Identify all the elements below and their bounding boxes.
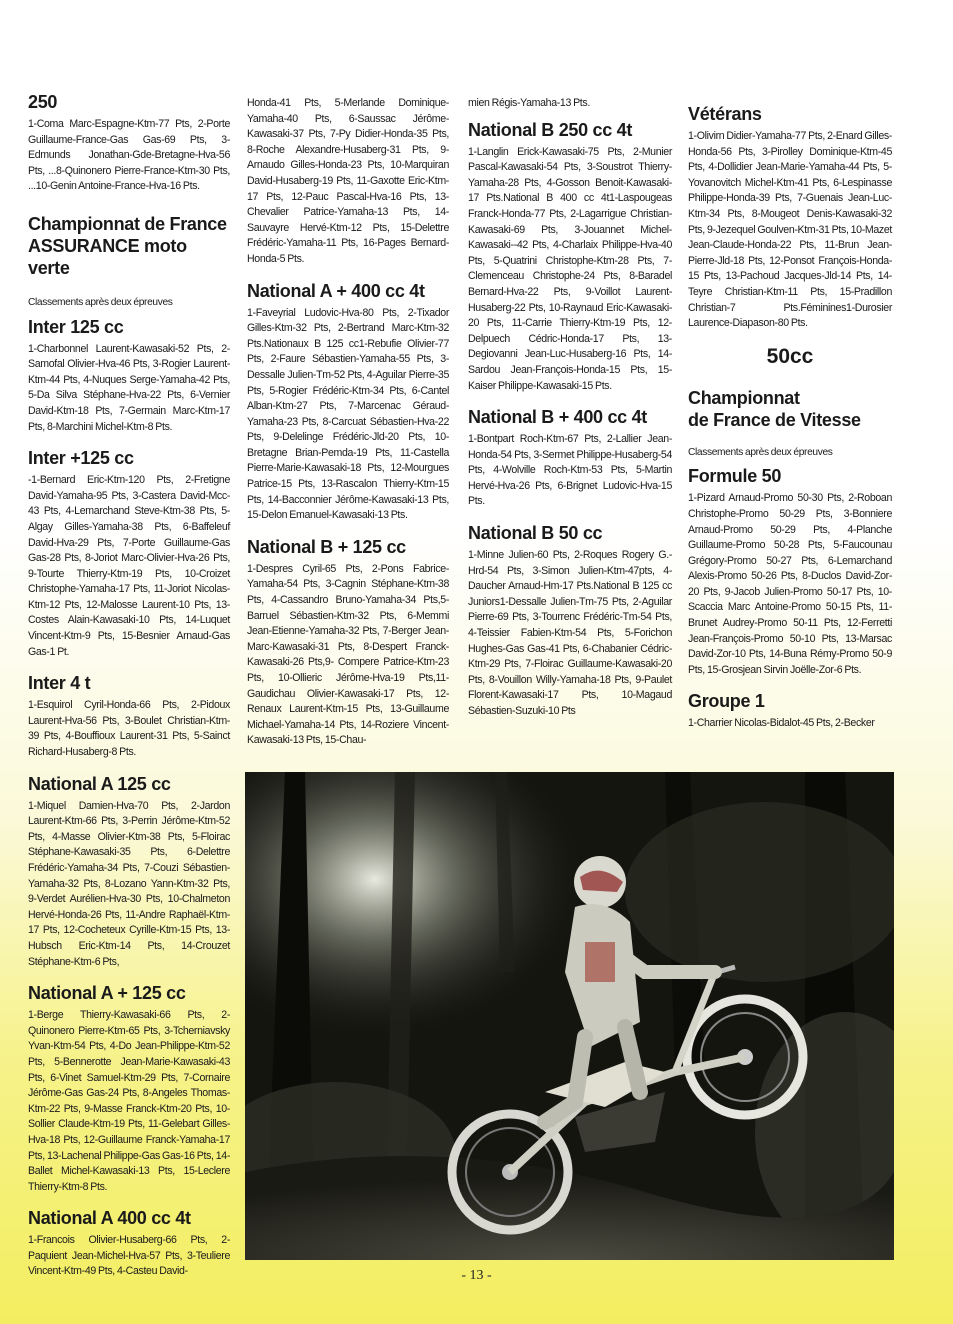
section-title-formule-50: Formule 50 [688, 466, 782, 487]
results-national-b-plus-400: 1-Bontpart Roch-Ktm-67 Pts, 2-Lallier Jean-Honda-54 Pts, 3-Sermet Philippe-Husaberg-54 Pts, 4-Wolville Roch-Ktm-53 Pts, 5-Martin Hervé-Hva-26 Pts, 6-Brignet Ludovic-Hva-15 Pts. [468, 433, 672, 508]
vitesse-note: Classements après deux épreuves [688, 446, 833, 458]
column-4 [688, 104, 892, 745]
column-1 [28, 92, 230, 1293]
vitesse-title-line2: de France de Vitesse [688, 409, 861, 430]
section-title-veterans: Vétérans [688, 104, 762, 124]
results-continued-col2: Honda-41 Pts, 5-Merlande Dominique-Yamaha-40 Pts, 6-Saussac Jérôme-Kawasaki-37 Pts, 7-Py Didier-Honda-35 Pts, 8-Roche Alexandre-Husaberg-31 Pts, 9-Arnaudo Gilles-Honda-23 Pts, 10-Marquiran David-Husaberg-19 Pts, 11-Gaxotte Eric-Ktm-17 Pts, 12-Pauc Pascal-Hva-16 Pts, 13-Chevalier Patrice-Yamaha-13 Pts, 14-Sauvayre Hervé-Ktm-12 Pts, 15-Delettre Frédéric-Yamaha-11 Pts, 16-Pages Bernard-Honda-5 Pts. [247, 97, 449, 265]
faded-background-heading [780, 38, 797, 89]
results-national-b-50: 1-Minne Julien-60 Pts, 2-Roques Rogery G.-Hrd-54 Pts, 3-Simon Julien-Ktm-47pts, 4-Daucher Arnaud-Hm-17 Pts.National B 125 cc Juniors1-Dessalle Julien-Tm-75 Pts, 2-Aguilar Pierre-69 Pts, 3-Tourrenc Frédéric-Tm-54 Pts, 4-Teissier Fabien-Ktm-54 Pts, 5-Forichon Hughes-Gas Gas-41 Pts, 6-Chabanier Cédric-Ktm-29 Pts, 7-Floirac Guillaume-Kawasaki-20 Pts, 8-Vouillon Willy-Yamaha-18 Pts, 9-Paulet Florent-Kawasaki-17 Pts, 10-Magaud Sébastien-Suzuki-10 Pts [468, 549, 672, 717]
championship-title-line2: ASSURANCE moto verte [28, 235, 187, 278]
trial-rider-illustration [245, 772, 894, 1260]
results-formule-50: 1-Pizard Arnaud-Promo 50-30 Pts, 2-Roboan Christophe-Promo 50-29 Pts, 3-Bonniere Arnaud-Promo 50-29 Pts, 4-Planche Guillaume-Promo 50-28 Pts, 5-Faucounau Grégory-Promo 50-27 Pts, 6-Lemarchand Alexis-Promo 50-26 Pts, 8-Duclos David-Zor-20 Pts, 9-Jacob Julien-Promo 50-17 Pts, 10-Scaccia Marc Antoine-Promo 50-15 Pts, 11-Brunet Audrey-Promo 50-11 Pts, 12-Ferretti Jean-François-Promo 50-10 Pts, 13-Marsac David-Zor-10 Pts, 14-Buna Rémy-Promo 50-9 Pts, 15-Grosjean Sirvin Joëlle-Zor-6 Pts. [688, 492, 892, 676]
results-inter-125: 1-Charbonnel Laurent-Kawasaki-52 Pts, 2-Samofal Olivier-Hva-46 Pts, 3-Rogier Laurent-Ktm-44 Pts, 4-Nuques Serge-Yamaha-42 Pts, 5-Da Silva Stéphane-Hva-22 Pts, 6-Vernier David-Ktm-18 Pts, 7-Germain Marc-Ktm-17 Pts, 8-Marchini Michel-Ktm-8 Pts. [28, 342, 230, 433]
vitesse-title-line1: Championnat [688, 387, 800, 408]
championship-title-line1: Championnat de France [28, 213, 227, 234]
section-title-national-b-plus-125: National B + 125 cc [247, 536, 406, 557]
results-national-a-125: 1-Miquel Damien-Hva-70 Pts, 2-Jardon Laurent-Ktm-66 Pts, 3-Perrin Jérôme-Ktm-52 Pts, 4-Masse Olivier-Ktm-38 Pts, 5-Floirac Stéphane-Kawasaki-35 Pts, 6-Delettre Frédéric-Yamaha-34 Pts, 7-Couzi Sébastien-Yamaha-32 Pts, 8-Lozano Yann-Ktm-32 Pts, 9-Verdet Aurélien-Hva-30 Pts, 10-Chalmeton Hervé-Honda-26 Pts, 11-Andre Raphaël-Ktm-17 Pts, 12-Cocheteux Cyrille-Ktm-15 Pts, 13-Hubsch Eric-Ktm-14 Pts, 14-Crouzet Stéphane-Ktm-6 Pts, [28, 799, 230, 968]
section-title-inter-4t: Inter 4 t [28, 673, 91, 694]
results-inter-4t: 1-Esquirol Cyril-Honda-66 Pts, 2-Pidoux Laurent-Hva-56 Pts, 3-Boulet Christian-Ktm-39 Pts, 4-Bouffioux Laurent-31 Pts, 5-Sainct Richard-Husaberg-8 Pts. [28, 699, 230, 759]
page-number: - 13 - [461, 1268, 492, 1283]
results-national-a-400: 1-Francois Olivier-Husaberg-66 Pts, 2-Paquient Jean-Michel-Hva-57 Pts, 3-Teuliere Vincent-Ktm-49 Pts, 4-Casteu David- [28, 1234, 230, 1278]
section-title-national-b-250: National B 250 cc 4t [468, 119, 633, 140]
results-continued-col3: mien Régis-Yamaha-13 Pts. [468, 97, 590, 109]
results-national-b-plus-125: 1-Despres Cyril-65 Pts, 2-Pons Fabrice-Yamaha-54 Pts, 3-Cagnin Stéphane-Ktm-38 Pts, 4-Cassandro Bruno-Yamaha-34 Pts,5-Barruel Sébastien-Ktm-32 Pts, 6-Memmi Jean-Etienne-Yamaha-32 Pts, 7-Berger Jean-Marc-Kawasaki-31 Pts, 8-Despert Franck-Kawasaki-26 Pts,9- Compere Patrice-Ktm-23 Pts, 10-Ollieric Jérôme-Hva-19 Pts,11-Gaudichau Olivier-Kawasaki-17 Pts, 12-Renaux Laurent-Ktm-15 Pts, 13-Guillaume Michael-Yamaha-14 Pts, 14-Roziere Vincent-Kawasaki-13 Pts, 15-Chau- [247, 562, 449, 747]
column-2 [247, 96, 449, 762]
section-title-groupe-1: Groupe 1 [688, 691, 765, 712]
section-title-national-a-plus-400: National A + 400 cc 4t [247, 280, 425, 301]
results-250: 1-Coma Marc-Espagne-Ktm-77 Pts, 2-Porte Guillaume-France-Gas Gas-69 Pts, 3-Edmunds Jonathan-Gde-Bretagne-Hva-56 Pts, ...8-Quinonero Pierre-France-Ktm-30 Pts, ...10-Genin Antoine-France-Hva-16 Pts. [28, 118, 230, 193]
section-title-inter-125: Inter 125 cc [28, 316, 124, 337]
section-title-national-a-400: National A 400 cc 4t [28, 1208, 191, 1229]
section-title-250: 250 [28, 92, 58, 112]
column-3 [468, 96, 672, 733]
results-groupe-1: 1-Charrier Nicolas-Bidalot-45 Pts, 2-Becker [688, 717, 875, 730]
section-title-50cc: 50cc [766, 344, 814, 368]
section-title-national-a-plus-125: National A + 125 cc [28, 983, 186, 1004]
results-national-a-plus-125: 1-Berge Thierry-Kawasaki-66 Pts, 2-Quinonero Pierre-Ktm-65 Pts, 3-Tcherniavsky Yvan-Ktm-54 Pts, 4-Do Jean-Philippe-Ktm-52 Pts, 5-Bennerotte Jean-Marie-Kawasaki-43 Pts, 6-Vinet Samuel-Ktm-29 Pts, 7-Cornaire Jérôme-Gas Gas-24 Pts, 8-Angeles Thomas-Ktm-22 Pts, 9-Masse Franck-Ktm-20 Pts, 10-Sollier Claude-Ktm-19 Pts, 11-Gelebart Gilles-Hva-18 Pts, 12-Guillaume Franck-Yamaha-17 Pts, 13-Lachenal Philippe-Gas Gas-16 Pts, 14-Ballet Michel-Kawasaki-13 Pts, 15-Leclere Thierry-Ktm-8 Pts. [28, 1009, 230, 1193]
results-national-a-plus-400: 1-Faveyrial Ludovic-Hva-80 Pts, 2-Tixador Gilles-Ktm-32 Pts, 2-Bertrand Marc-Ktm-32 Pts.Nationaux B 125 cc1-Rebufie Olivier-77 Pts, 2-Faure Sébastien-Yamaha-55 Pts, 3-Dessalle Julien-Tm-52 Pts, 4-Aguilar Pierre-35 Pts, 5-Rogier Frédéric-Ktm-34 Pts, 6-Cantel Alban-Ktm-27 Pts, 7-Marcenac Géraud-Yamaha-23 Pts, 8-Carcuat Sébastien-Hva-22 Pts, 9-Delelinge Frédéric-Jld-20 Pts, 10-Bretagne Brian-Pemda-19 Pts, 11-Castella Pierre-Marie-Kawasaki-18 Pts, 12-Mourgues Patrice-15 Pts, 13-Rascalon Thierry-Ktm-15 Pts, 14-Bacconnier Jérôme-Kawasaki-13 Pts, 15-Delon Emanuel-Kawasaki-13 Pts. [247, 306, 449, 522]
championship-note: Classements après deux épreuves [28, 296, 173, 308]
trial-rider-photo [245, 772, 894, 1260]
section-title-national-a-125: National A 125 cc [28, 773, 171, 794]
section-title-national-b-50: National B 50 cc [468, 523, 603, 544]
results-inter-plus-125: -1-Bernard Eric-Ktm-120 Pts, 2-Fretigne David-Yamaha-95 Pts, 3-Castera David-Mcc-43 Pts, 4-Lemarchand Steve-Ktm-38 Pts, 5-Algay Gilles-Yamaha-38 Pts, 6-Baffeleuf David-Hva-29 Pts, 7-Porte Guillaume-Gas Gas-28 Pts, 8-Joriot Marc-Olivier-Hva-26 Pts, 9-Tourte Thierry-Ktm-19 Pts, 10-Croizet Christophe-Yamaha-17 Pts, 11-Joriot Nicolas-Ktm-12 Pts, 12-Malosse Laurent-10 Pts, 13-Costes Alain-Kawasaki-10 Pts, 14-Luquet Vincent-Ktm-9 Pts, 15-Besnier Arnaud-Gas Gas-1 Pt. [28, 474, 230, 658]
section-title-inter-plus-125: Inter +125 cc [28, 448, 134, 469]
results-veterans: 1-Olivirn Didier-Yamaha-77 Pts, 2-Enard Gilles-Honda-56 Pts, 3-Pirolley Dominique-Ktm-45 Pts, 4-Dollidier Jean-Marie-Yamaha-44 Pts, 5-Yovanovitch Michel-Ktm-41 Pts, 6-Lespinasse Philippe-Honda-39 Pts, 7-Guenais Jean-Luc-Ktm-34 Pts, 8-Mougeot Denis-Kawasaki-32 Pts, 9-Jezequel Goulven-Ktm-31 Pts, 10-Mazet Jean-Claude-Honda-22 Pts, 11-Brun Jean-Pierre-Jld-18 Pts, 12-Ponsot François-Honda-15 Pts, 13-Pachoud Jacques-Jld-14 Pts, 14-Teyre Christian-Ktm-11 Pts, 15-Pradillon Christian-7 Pts.Féminines1-Durosier Laurence-Diapason-80 Pts. [688, 130, 892, 330]
results-national-b-250: 1-Langlin Erick-Kawasaki-75 Pts, 2-Munier Pascal-Kawasaki-54 Pts, 3-Soustrot Thierry-Yamaha-28 Pts, 4-Gosson Benoit-Kawasaki-17 Pts.National B 400 cc 4t1-Laspougeas Franck-Honda-77 Pts, 2-Lagarrigue Christian-Kawasaki-69 Pts, 3-Jouannet Michel-Kawasaki--42 Pts, 4-Charlaix Philippe-Hva-40 Pts, 5-Quatrini Christophe-Ktm-28 Pts, 7-Clemenceau Christophe-24 Pts, 8-Baradel Bernard-Hva-22 Pts, 9-Voillot Laurent-Husaberg-22 Pts, 10-Raynaud Eric-Kawasaki-20 Pts, 11-Carrie Thierry-Ktm-19 Pts, 12-Delpuech Cédric-Honda-17 Pts, 13-Degiovanni Jean-Luc-Husaberg-16 Pts, 14-Sardou Jean-François-Honda-15 Pts, 15-Kaiser Philippe-Kawasaki-15 Pts. [468, 145, 672, 392]
section-title-national-b-plus-400: National B + 400 cc 4t [468, 407, 647, 428]
